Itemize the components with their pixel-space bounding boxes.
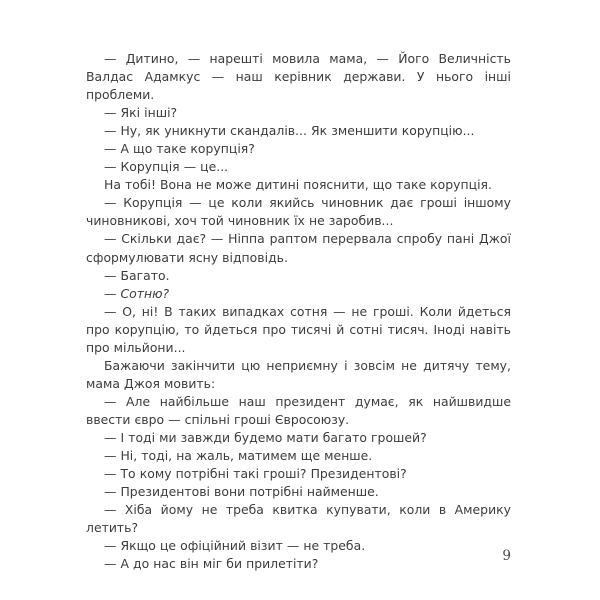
paragraph: — То кому потрібні такі гроші? Президентові? [104,466,407,482]
paragraph: — Які інші? [104,105,178,121]
paragraph: — А що таке корупція? [104,141,255,157]
paragraph: — А до нас він міг би прилетіти? [104,556,319,572]
page-number: 9 [502,548,511,564]
paragraph: — І тоді ми завжди будемо мати багато грошей? [104,429,427,445]
paragraph: — Скільки дає? — Ніппа раптом перервала спробу пані Джої сформулювати ясну відповідь. [86,231,511,265]
paragraph-italic: — Сотню? [104,285,170,301]
paragraph: — Багато. [104,267,170,283]
paragraph: — О, ні! В таких випадках сотня — не гроші. Коли йдеться про корупцію, то йдеться про тисячі й сотні тисяч. Іноді навіть про мільйони... [86,303,511,355]
paragraph: — Але найбільше наш президент думає, як найшвидше ввести євро — спільні гроші Євросоюзу. [86,393,511,427]
paragraph: — Корупція — це... [104,159,229,175]
paragraph: Бажаючи закінчити цю неприємну і зовсім не дитячу тему, мама Джоя мовить: [86,357,511,391]
paragraph: — Ні, тоді, на жаль, матимем ще менше. [104,448,373,464]
page-text-block [86,50,511,573]
paragraph: — Дитино, — нарешті мовила мама, — Його Величність Валдас Адамкус — наш керівник держави. У нього інші проблеми. [86,51,511,103]
paragraph: — Ну, як уникнути скандалів... Як зменшити корупцію... [104,123,475,139]
paragraph: — Президентові вони потрібні найменше. [104,484,379,500]
paragraph: На тобі! Вона не може дитині пояснити, що таке корупція. [104,177,492,193]
paragraph: — Хіба йому не треба квитка купувати, коли в Америку летить? [86,502,511,536]
paragraph: — Корупція — це коли якийсь чиновник дає гроші іншому чиновникові, хоч той чиновник їх не заробив... [86,195,511,229]
paragraph: — Якщо це офіційний візит — не треба. [104,538,366,554]
